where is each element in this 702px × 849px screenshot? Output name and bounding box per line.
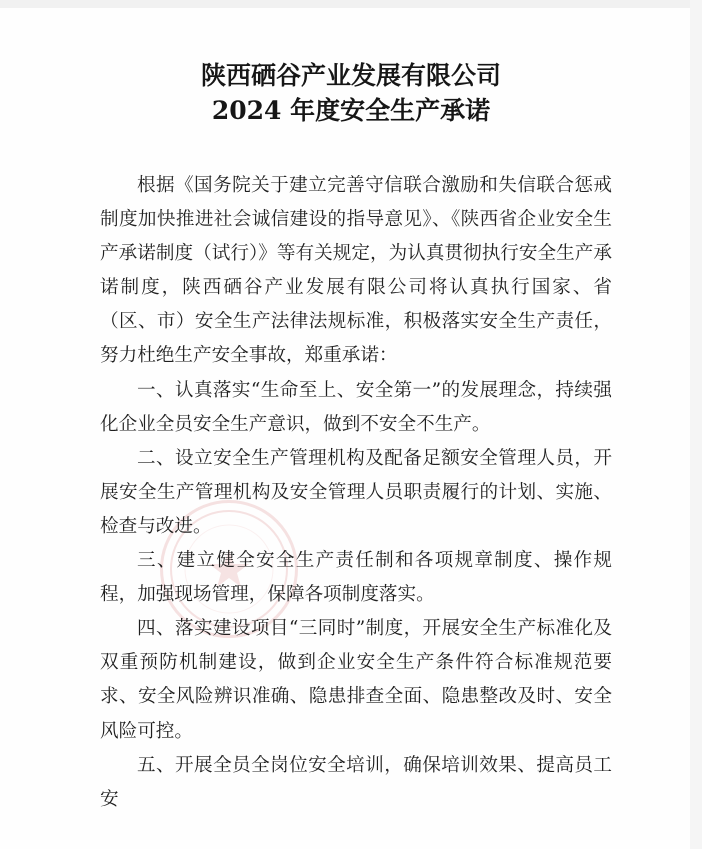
document-title-commitment: 2024 年度安全生产承诺	[211, 96, 491, 125]
intro-paragraph: 根据《国务院关于建立完善守信联合激励和失信联合惩戒制度加快推进社会诚信建设的指导意见》、《陕西省企业安全生产承诺制度（试行）》等有关规定，为认真贯彻执行安全生产承诺制度，陕西硒谷产业发展有限公司将认真执行国家、省（区、市）安全生产法律法规标准，积极落实安全生产责任，努力杜绝生产安全事故，郑重承诺：	[100, 175, 612, 367]
commitment-item-5: 五、开展全员全岗位安全培训，确保培训效果、提高员工安	[100, 754, 612, 810]
commitment-item-4: 四、落实建设项目“三同时”制度，开展安全生产标准化及双重预防机制建设，做到企业安全生产条件符合标准规范要求、安全风险辨识准确、隐患排查全面、隐患整改及时、安全风险可控。	[100, 618, 612, 742]
commitment-item-3: 三、建立健全安全生产责任制和各项规章制度、操作规程，加强现场管理，保障各项制度落实。	[100, 550, 612, 606]
page-top-edge	[0, 0, 702, 8]
document-title-company: 陕西硒谷产业发展有限公司	[200, 61, 501, 90]
commitment-item-1: 一、认真落实“生命至上、安全第一”的发展理念，持续强化企业全员安全生产意识，做到不安全不生产。	[100, 379, 612, 435]
document-body	[100, 169, 612, 817]
commitment-item-2: 二、设立安全生产管理机构及配备足额安全管理人员，开展安全生产管理机构及安全管理人员职责履行的计划、实施、检查与改进。	[100, 447, 612, 537]
page-right-edge	[690, 0, 702, 849]
